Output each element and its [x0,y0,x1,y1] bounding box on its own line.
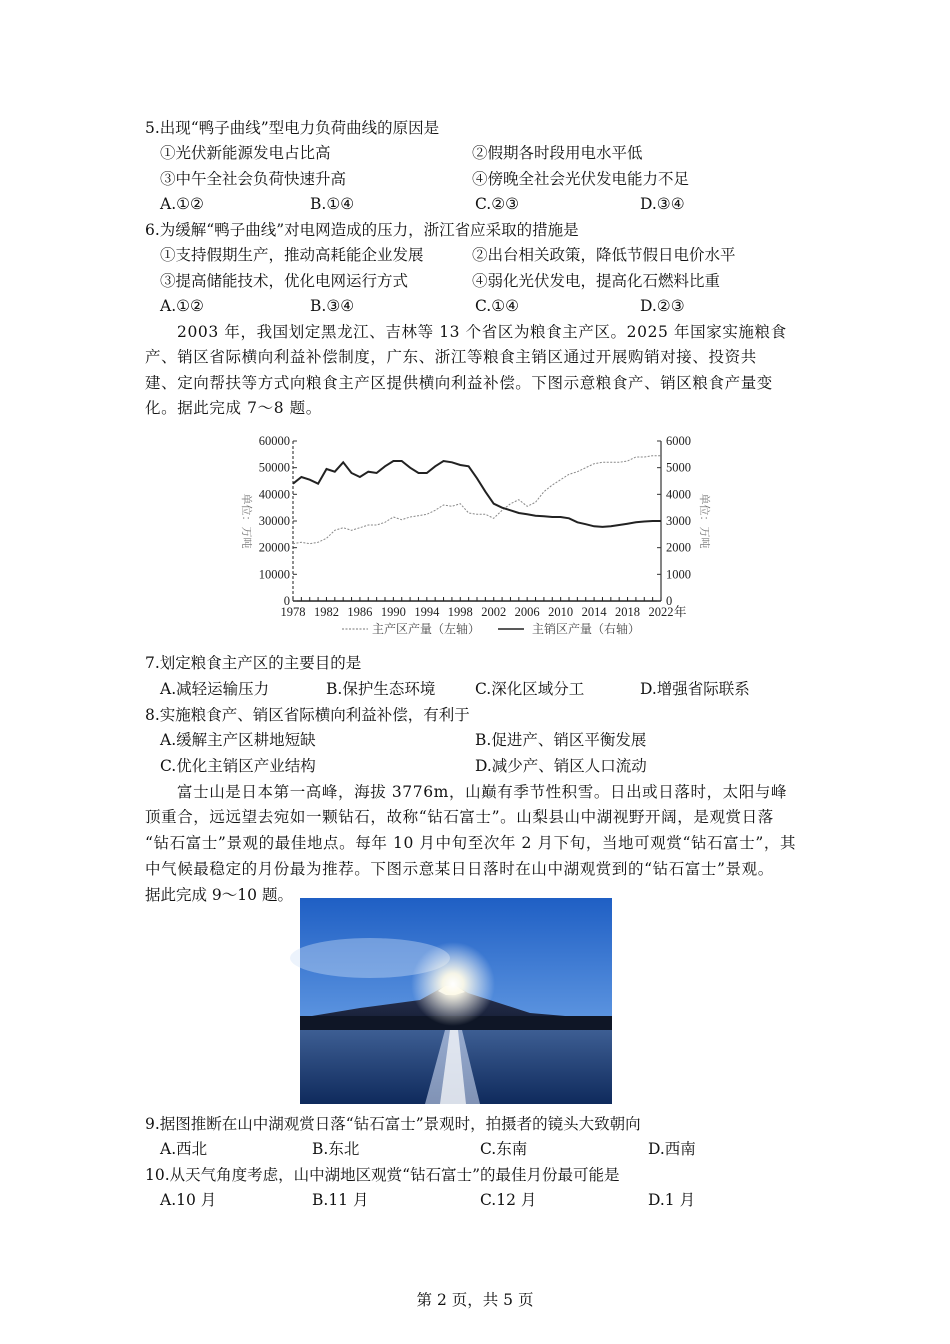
left-y-tick-label: 20000 [258,540,290,555]
legend-main-consumption: 主销区产量（右轴） [532,622,641,636]
passage-1-line: 产、销区省际横向利益补偿制度，广东、浙江等粮食主销区通过开展购销对接、投资共 [145,348,757,366]
x-tick-label: 2006 [514,605,540,619]
q7-option-c: C.深化区域分工 [475,680,585,698]
passage-2-line: “钻石富士”景观的最佳地点。每年 10 月中旬至次年 2 月下旬，当地可观赏“钻石富士”，其 [145,834,797,852]
question-6-stem: 6.为缓解“鸭子曲线”对电网造成的压力，浙江省应采取的措施是 [145,221,579,239]
passage-1-line: 建、定向帮扶等方式向粮食主产区提供横向利益补偿。下图示意粮食产、销区粮食产量变 [145,374,773,392]
question-7-stem: 7.划定粮食主产区的主要目的是 [145,654,362,672]
passage-1-line: 2003 年，我国划定黑龙江、吉林等 13 个省区为粮食主产区。2025 年国家实施粮食 [177,323,787,341]
x-tick-label: 1994 [414,605,440,619]
right-y-tick-label: 0 [666,594,673,608]
page-footer: 第 2 页，共 5 页 [416,1291,534,1309]
legend-main-production: 主产区产量（左轴） [372,622,481,636]
diamond-fuji-photo [300,898,612,1104]
q8-option-d: D.减少产、销区人口流动 [475,757,647,775]
right-y-tick-label: 3000 [666,514,691,528]
q5-item-1: ①光伏新能源发电占比高 [160,144,331,162]
x-tick-label: 2010 [548,605,574,619]
q5-option-a: A.①② [160,195,204,213]
q6-option-c: C.①④ [475,297,520,315]
q7-option-b: B.保护生态环境 [326,680,436,698]
q8-option-c: C.优化主销区产业结构 [160,757,316,775]
grain-production-chart [240,425,710,640]
passage-2-line: 中气候最稳定的月份最为推荐。下图示意某日日落时在山中湖观赏到的“钻石富士”景观。 [145,860,774,878]
q6-item-3: ③提高储能技术，优化电网运行方式 [160,272,409,290]
q6-item-4: ④弱化光伏发电，提高化石燃料比重 [472,272,721,290]
q9-option-a: A.西北 [160,1140,208,1158]
q6-option-b: B.③④ [310,297,355,315]
passage-2-line: 顶重合，远远望去宛如一颗钻石，故称“钻石富士”。山梨县山中湖视野开阔，是观赏日落 [145,808,774,826]
q5-item-2: ②假期各时段用电水平低 [472,144,643,162]
x-tick-label: 1982 [313,605,339,619]
q5-option-d: D.③④ [640,195,685,213]
x-tick-label: 2022 [648,605,674,619]
x-axis-unit: 年 [674,605,687,619]
left-y-tick-label: 40000 [258,487,290,502]
question-10-stem: 10.从天气角度考虑，山中湖地区观赏“钻石富士”的最佳月份最可能是 [145,1166,620,1184]
question-5-stem: 5.出现“鸭子曲线”型电力负荷曲线的原因是 [145,119,440,137]
q5-option-b: B.①④ [310,195,355,213]
left-y-tick-label: 0 [283,594,290,608]
right-y-tick-label: 6000 [666,434,691,448]
left-y-tick-label: 10000 [258,567,290,582]
question-8-stem: 8.实施粮食产、销区省际横向利益补偿，有利于 [145,706,470,724]
right-y-tick-label: 2000 [666,540,691,555]
x-tick-label: 1978 [280,605,306,619]
q7-option-a: A.减轻运输压力 [160,680,270,698]
q10-option-b: B.11 月 [312,1191,369,1209]
x-tick-label: 1990 [380,605,406,619]
q8-option-b: B.促进产、销区平衡发展 [475,731,647,749]
q5-item-4: ④傍晚全社会光伏发电能力不足 [472,170,690,188]
q6-option-a: A.①② [160,297,204,315]
q9-option-b: B.东北 [312,1140,360,1158]
main-consumption-area-line [293,461,661,527]
q8-option-a: A.缓解主产区耕地短缺 [160,731,316,749]
right-y-tick-label: 1000 [666,567,691,582]
passage-1-line: 化。据此完成 7～8 题。 [145,399,322,417]
q6-item-2: ②出台相关政策，降低节假日电价水平 [472,246,736,264]
q6-item-1: ①支持假期生产，推动高耗能企业发展 [160,246,424,264]
x-tick-label: 2018 [615,605,641,619]
passage-2-line: 据此完成 9～10 题。 [145,886,293,904]
left-axis-unit-label: 单位：万吨 [240,493,252,549]
q7-option-d: D.增强省际联系 [640,680,750,698]
q9-option-c: C.东南 [480,1140,528,1158]
q6-option-d: D.②③ [640,297,685,315]
right-axis-unit-label: 单位：万吨 [698,493,710,549]
q10-option-a: A.10 月 [160,1191,217,1209]
q5-option-c: C.②③ [475,195,520,213]
x-tick-label: 1986 [347,605,373,619]
x-tick-label: 2014 [581,605,607,619]
left-y-tick-label: 60000 [258,434,290,448]
passage-2-line: 富士山是日本第一高峰，海拔 3776m，山巅有季节性积雪。日出或日落时，太阳与峰 [177,783,788,801]
left-y-tick-label: 50000 [258,460,290,475]
q10-option-c: C.12 月 [480,1191,537,1209]
q5-item-3: ③中午全社会负荷快速升高 [160,170,347,188]
q10-option-d: D.1 月 [648,1191,696,1209]
right-y-tick-label: 5000 [666,460,691,475]
question-9-stem: 9.据图推断在山中湖观赏日落“钻石富士”景观时，拍摄者的镜头大致朝向 [145,1115,641,1133]
right-y-tick-label: 4000 [666,487,691,502]
left-y-tick-label: 30000 [258,514,290,528]
x-tick-label: 2002 [481,605,507,619]
x-tick-label: 1998 [447,605,473,619]
q9-option-d: D.西南 [648,1140,696,1158]
